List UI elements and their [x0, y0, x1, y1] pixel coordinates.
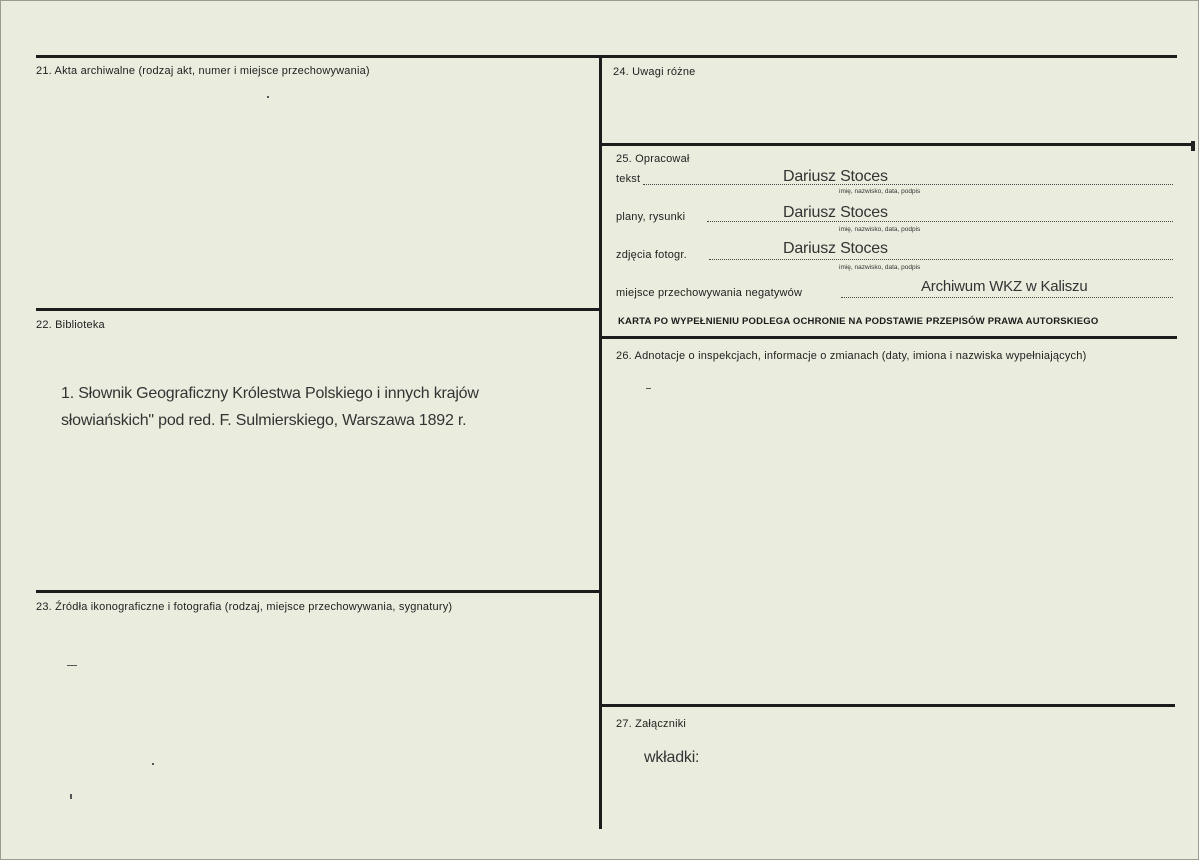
scan-speck — [70, 794, 72, 799]
row-photos-line — [709, 259, 1173, 260]
library-entry-line-2: słowiańskich" pod red. F. Sulmierskiego, Warszawa 1892 r. — [61, 412, 467, 429]
row-photos-label: zdjęcia fotogr. — [616, 249, 687, 261]
top-rule — [36, 55, 1177, 58]
scan-speck — [267, 96, 269, 98]
divider-26-27 — [601, 704, 1175, 707]
row-plans-value: Dariusz Stoces — [783, 204, 888, 221]
section-24-label: 24. Uwagi różne — [613, 66, 696, 78]
divider-24-25 — [601, 143, 1193, 146]
scan-speck — [1191, 141, 1195, 151]
row-negatives-line — [841, 297, 1173, 298]
row-text-label: tekst — [616, 173, 641, 185]
row-plans-hint: imię, nazwisko, data, podpis — [839, 226, 921, 233]
library-entry-line-1: 1. Słownik Geograficzny Królestwa Polskiego i innych krajów — [61, 385, 479, 402]
row-text-line — [643, 184, 1173, 185]
row-text-hint: imię, nazwisko, data, podpis — [839, 188, 921, 195]
section-21-label: 21. Akta archiwalne (rodzaj akt, numer i miejsce przechowywania) — [36, 65, 370, 77]
row-photos-hint: imię, nazwisko, data, podpis — [839, 264, 921, 271]
row-plans-label: plany, rysunki — [616, 211, 686, 223]
row-negatives-value: Archiwum WKZ w Kaliszu — [921, 278, 1088, 295]
scan-speck — [67, 665, 77, 666]
section-26-label: 26. Adnotacje o inspekcjach, informacje o zmianach (daty, imiona i nazwiska wypełniających) — [616, 350, 1087, 362]
section-23-label: 23. Źródła ikonograficzne i fotografia (rodzaj, miejsce przechowywania, sygnatury) — [36, 601, 453, 613]
row-negatives-label: miejsce przechowywania negatywów — [616, 287, 803, 299]
section-27-label: 27. Załączniki — [616, 718, 687, 730]
scan-speck — [646, 388, 651, 389]
divider-21-22 — [36, 308, 600, 311]
center-divider — [599, 57, 602, 829]
row-plans-line — [707, 221, 1173, 222]
attachments-value: wkładki: — [644, 749, 700, 766]
section-25-label: 25. Opracował — [616, 153, 690, 165]
row-text-value: Dariusz Stoces — [783, 168, 888, 185]
divider-25-26 — [601, 336, 1177, 339]
divider-22-23 — [36, 590, 600, 593]
section-22-label: 22. Biblioteka — [36, 319, 105, 331]
scan-speck — [152, 763, 154, 765]
copyright-note: KARTA PO WYPEŁNIENIU PODLEGA OCHRONIE NA PODSTAWIE PRZEPISÓW PRAWA AUTORSKIEGO — [618, 316, 1099, 327]
row-photos-value: Dariusz Stoces — [783, 240, 888, 257]
